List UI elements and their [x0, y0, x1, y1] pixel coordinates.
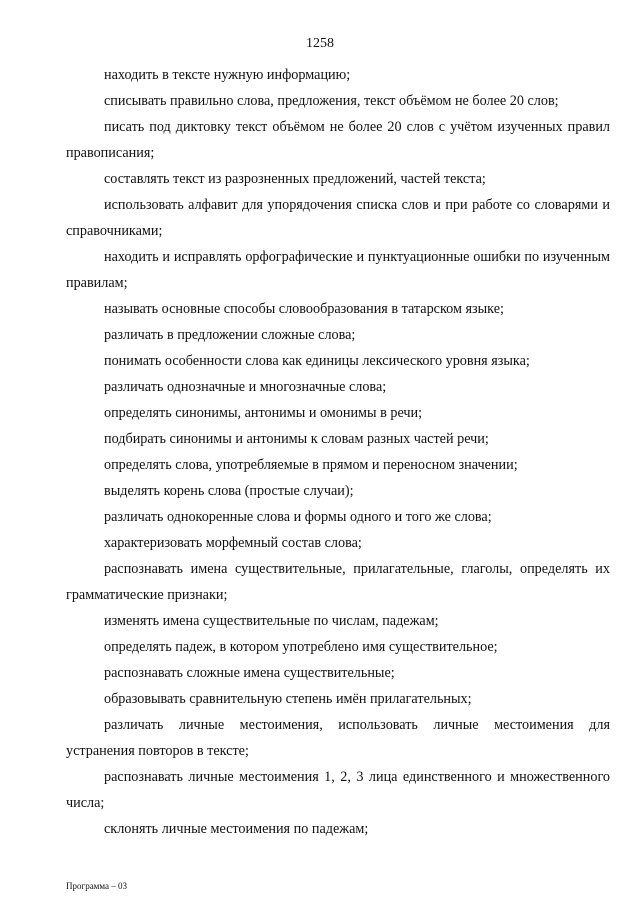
list-item: характеризовать морфемный состав слова; — [104, 535, 362, 551]
page-number: 1258 — [306, 36, 334, 51]
list-item: различать в предложении сложные слова; — [104, 327, 356, 343]
list-item: определять слова, употребляемые в прямом и переносном значении; — [104, 457, 518, 473]
list-item: распознавать сложные имена существительные; — [104, 665, 395, 681]
list-item: различать однозначные и многозначные слова; — [104, 379, 387, 395]
list-item: различать однокоренные слова и формы одного и того же слова; — [104, 509, 492, 525]
list-item: списывать правильно слова, предложения, текст объёмом не более 20 слов; — [104, 93, 559, 109]
list-item: выделять корень слова (простые случаи); — [104, 483, 354, 499]
list-item: находить в тексте нужную информацию; — [104, 67, 351, 83]
list-item: образовывать сравнительную степень имён прилагательных; — [104, 691, 472, 707]
list-item: изменять имена существительные по числам, падежам; — [104, 613, 439, 629]
list-item: определять падеж, в котором употреблено имя существительное; — [104, 639, 498, 655]
list-item: находить и исправлять орфографические и пунктуационные ошибки по изученным правилам; — [66, 249, 610, 291]
list-item: распознавать личные местоимения 1, 2, 3 лица единственного и множественного числа; — [66, 769, 610, 811]
list-item: составлять текст из разрозненных предложений, частей текста; — [104, 171, 486, 187]
list-item: подбирать синонимы и антонимы к словам разных частей речи; — [104, 431, 489, 447]
list-item: писать под диктовку текст объёмом не более 20 слов с учётом изученных правил правописания; — [66, 119, 610, 161]
list-item: называть основные способы словообразования в татарском языке; — [104, 301, 504, 317]
list-item: склонять личные местоимения по падежам; — [104, 821, 369, 837]
list-item: определять синонимы, антонимы и омонимы в речи; — [104, 405, 423, 421]
list-item: понимать особенности слова как единицы лексического уровня языка; — [104, 353, 530, 369]
list-item: различать личные местоимения, использовать личные местоимения для устранения повторов в тексте; — [66, 717, 610, 759]
list-item: распознавать имена существительные, прилагательные, глаголы, определять их грамматические признаки; — [66, 561, 610, 603]
footer-note: Программа – 03 — [66, 881, 128, 891]
list-item: использовать алфавит для упорядочения списка слов и при работе со словарями и справочниками; — [66, 197, 610, 239]
document-body — [66, 62, 610, 842]
